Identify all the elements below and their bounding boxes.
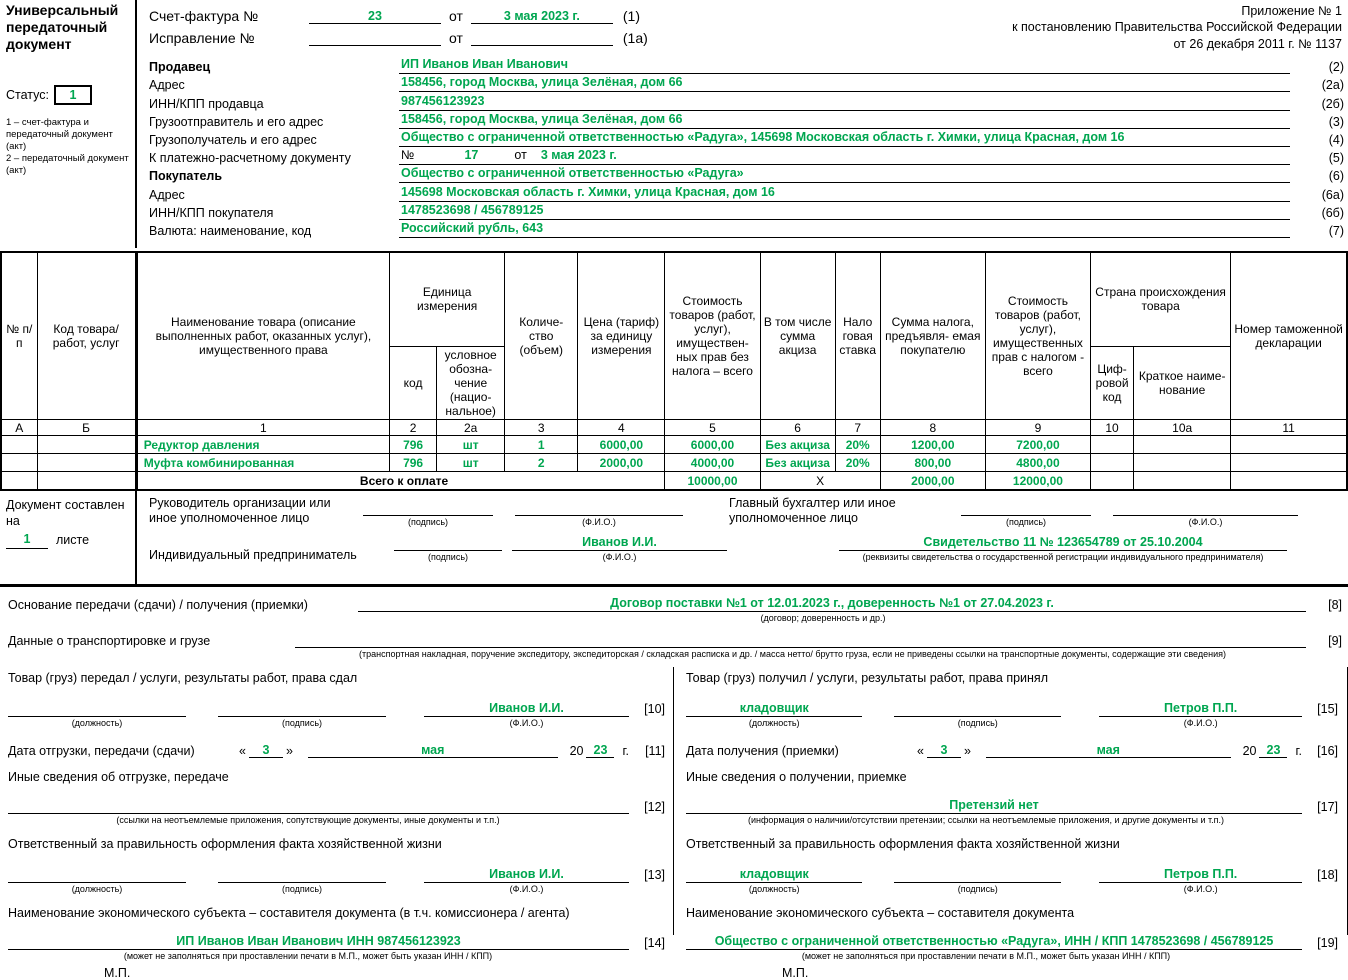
receiver-resp-position-caption: (должность) <box>748 883 800 894</box>
receiver-resp-position-field[interactable]: кладовщик <box>686 867 862 883</box>
letter-8: 8 <box>880 420 985 436</box>
col-header-country-code: Циф- ровой код <box>1091 346 1134 420</box>
header-column <box>137 0 1348 248</box>
shipment-day-field[interactable]: 3 <box>249 743 283 758</box>
receiver-entity-code: [19] <box>1317 935 1338 950</box>
col-header-cost-no-tax: Стоимость товаров (работ, услуг), имуществен- ных прав без налога – всего <box>665 252 760 420</box>
total-customs-cell <box>1231 472 1347 490</box>
receiver-signature-row <box>686 701 1342 728</box>
entrepreneur-sign-cell <box>394 535 502 562</box>
shipper-sign-field[interactable] <box>218 701 386 717</box>
col-header-name: Наименование товара (описание выполненных работ, оказанных услуг), имущественного права <box>136 252 389 420</box>
basis-row <box>0 596 1348 612</box>
buyer-address-field[interactable]: 145698 Московская область г. Химки, улица Красная, дом 16 <box>399 185 1290 202</box>
signature-section <box>0 491 1348 587</box>
receiving-other-field[interactable]: Претензий нет <box>686 798 1302 814</box>
row2-country-name-cell <box>1134 454 1231 472</box>
row2-excise-cell[interactable]: Без акциза <box>760 454 835 472</box>
row1-tax-rate-cell[interactable]: 20% <box>835 436 880 454</box>
total-country-code-cell <box>1091 472 1134 490</box>
seller-inn-label: ИНН/КПП продавца <box>149 96 264 111</box>
entrepreneur-sign-field[interactable] <box>394 535 502 551</box>
col-header-cost-with-tax: Стоимость товаров (работ, услуг), имущественных прав с налогом - всего <box>985 252 1090 420</box>
col-header-price: Цена (тариф) за единицу измерения <box>578 252 665 420</box>
year-suffix: г. <box>1295 743 1302 758</box>
accountant-sign-caption: (подпись) <box>1005 517 1047 528</box>
field-row-consignor <box>149 111 1348 129</box>
letter-9: 9 <box>985 420 1090 436</box>
receiver-entity-field[interactable]: Общество с ограниченной ответственностью «Радуга», ИНН / КПП 1478523698 / 456789125 <box>686 934 1302 950</box>
correction-row <box>149 24 769 46</box>
status-field[interactable]: 1 <box>54 85 92 105</box>
correction-code: (1а) <box>622 30 648 46</box>
head-fio-caption: (Ф.И.О.) <box>582 517 616 528</box>
transport-field[interactable] <box>295 632 1306 648</box>
receiver-position-cell <box>686 701 862 728</box>
head-label: Руководитель организации или иное уполномоченное лицо <box>149 495 331 526</box>
buyer-inn-field[interactable]: 1478523698 / 456789125 <box>399 203 1290 220</box>
shipper-resp-fio-cell <box>424 867 629 894</box>
shipper-entity-field[interactable]: ИП Иванов Иван Иванович ИНН 987456123923 <box>8 934 629 950</box>
receiving-other-label: Иные сведения о получении, приемке <box>686 769 907 784</box>
receiver-entity-caption: (может не заполняться при проставлении печати в М.П., может быть указан ИНН / КПП) <box>801 950 1171 961</box>
bottom-section <box>0 667 1348 980</box>
row1-unit-code-cell[interactable]: 796 <box>390 436 437 454</box>
correction-label: Исправление № <box>149 30 255 46</box>
payment-doc-number-field[interactable]: 17 <box>464 148 479 163</box>
document-title: Универсальный передаточный документ <box>6 2 119 53</box>
certificate-cell <box>839 535 1287 562</box>
buyer-address-code: (6а) <box>1321 187 1344 202</box>
letter-3: 3 <box>505 420 578 436</box>
receiver-position-field[interactable]: кладовщик <box>686 701 862 717</box>
invoice-label: Счет-фактура № <box>149 8 259 24</box>
quote-close: » <box>963 743 971 758</box>
transport-label: Данные о транспортировке и грузе <box>8 633 211 648</box>
receiving-other-code: [17] <box>1317 799 1338 814</box>
receiver-fio-caption: (Ф.И.О.) <box>1183 717 1218 728</box>
col-header-qty: Количе- ство (объем) <box>505 252 578 420</box>
entrepreneur-sign-caption: (подпись) <box>427 552 469 563</box>
buyer-field[interactable]: Общество с ограниченной ответственностью «Радуга» <box>399 166 1290 183</box>
receiver-sign-field[interactable] <box>894 701 1061 717</box>
correction-date-field[interactable] <box>471 45 613 46</box>
shipper-resp-label: Ответственный за правильность оформления факта хозяйственной жизни <box>8 836 442 851</box>
certificate-caption: (реквизиты свидетельства о государственной регистрации индивидуального предпринимателя) <box>862 552 1264 563</box>
receiver-fio-field[interactable]: Петров П.П. <box>1099 701 1302 717</box>
title-column <box>0 0 137 248</box>
field-row-seller-address <box>149 74 1348 92</box>
field-row-buyer <box>149 165 1348 183</box>
shipper-resp-code: [13] <box>644 867 665 882</box>
table-header-row <box>1 252 1347 346</box>
total-code-cell <box>37 472 136 490</box>
shipment-date-code: [11] <box>645 743 665 758</box>
year-suffix: г. <box>622 743 629 758</box>
row1-qty-cell[interactable]: 1 <box>505 436 578 454</box>
col-header-country-name: Краткое наиме- нование <box>1134 346 1231 420</box>
quote-open: « <box>917 743 924 758</box>
seller-inn-code: (2б) <box>1321 96 1344 111</box>
invoice-ot-label: от <box>449 8 463 24</box>
table-row <box>1 454 1347 472</box>
col-header-tax-rate: Нало говая ставка <box>835 252 880 420</box>
row1-unit-symbol-cell[interactable]: шт <box>437 436 505 454</box>
row1-cost-with-tax-cell[interactable]: 7200,00 <box>985 436 1090 454</box>
letter-7: 7 <box>835 420 880 436</box>
total-country-name-cell <box>1134 472 1231 490</box>
shipper-entity-label: Наименование экономического субъекта – составителя документа (в т.ч. комиссионера / агента) <box>8 905 570 920</box>
seller-address-code: (2а) <box>1321 78 1344 93</box>
row1-excise-cell[interactable]: Без акциза <box>760 436 835 454</box>
receiver-title: Товар (груз) получил / услуги, результаты работ, права принял <box>686 670 1048 685</box>
shipper-position-field[interactable] <box>8 701 186 717</box>
shipper-resp-fio-field[interactable]: Иванов И.И. <box>424 867 629 883</box>
buyer-label: Покупатель <box>149 169 223 184</box>
row2-country-code-cell <box>1091 454 1134 472</box>
shipment-other-field[interactable] <box>8 798 629 814</box>
receiver-resp-sign-caption: (подпись) <box>957 883 998 894</box>
head-fio-field[interactable] <box>515 500 683 516</box>
basis-field[interactable]: Договор поставки №1 от 12.01.2023 г., доверенность №1 от 27.04.2023 г. <box>358 596 1306 612</box>
receiving-date-code: [16] <box>1317 743 1338 758</box>
buyer-code: (6) <box>1328 169 1344 184</box>
top-section <box>0 0 1348 248</box>
receiver-resp-position-cell <box>686 867 862 894</box>
invoice-date-field[interactable]: 3 мая 2023 г. <box>471 9 613 24</box>
head-sign-cell <box>363 500 493 527</box>
receiver-resp-label: Ответственный за правильность оформления факта хозяйственной жизни <box>686 836 1120 851</box>
shipper-column <box>0 667 673 980</box>
appendix-note <box>1012 3 1342 52</box>
row2-cost-with-tax-cell[interactable]: 4800,00 <box>985 454 1090 472</box>
field-row-buyer-inn <box>149 202 1348 220</box>
receiver-resp-sign-field[interactable] <box>894 867 1061 883</box>
shipper-fio-cell <box>424 701 629 728</box>
sheet-count-label: Документ составлен на <box>6 497 125 529</box>
appendix-line-1: Приложение № 1 <box>1241 4 1342 18</box>
receiver-stamp-label: М.П. <box>782 965 809 980</box>
col-header-customs: Номер таможенной декларации <box>1231 252 1347 420</box>
table-total-row <box>1 472 1347 490</box>
receiver-sign-cell <box>894 701 1061 728</box>
receiver-resp-fio-cell <box>1099 867 1302 894</box>
col-header-unit-group: Единица измерения <box>390 252 505 346</box>
buyer-inn-label: ИНН/КПП покупателя <box>149 205 274 220</box>
shipper-entity-caption: (может не заполняться при проставлении печати в М.П., может быть указан ИНН / КПП) <box>123 950 493 961</box>
shipment-other-caption: (ссылки на неотъемлемые приложения, сопутствующие документы, иные документы и т.п.) <box>116 814 500 825</box>
shipper-resp-position-caption: (должность) <box>71 883 123 894</box>
shipper-resp-sign-cell <box>218 867 386 894</box>
header-fields <box>149 56 1348 238</box>
year-prefix: 20 <box>1242 743 1257 758</box>
entrepreneur-fio-caption: (Ф.И.О.) <box>602 552 637 563</box>
receiver-entity-row <box>686 934 1342 950</box>
consignor-code: (3) <box>1328 114 1344 129</box>
receiving-year-field[interactable]: 23 <box>1259 743 1287 758</box>
field-row-seller-inn <box>149 92 1348 110</box>
invoice-number-field[interactable]: 23 <box>309 9 441 24</box>
receiving-month-field[interactable]: мая <box>986 743 1231 758</box>
receiver-resp-fio-field[interactable]: Петров П.П. <box>1099 867 1302 883</box>
currency-code: (7) <box>1328 223 1344 238</box>
row2-unit-symbol-cell[interactable]: шт <box>437 454 505 472</box>
field-row-payment-doc <box>149 147 1348 165</box>
seller-inn-field[interactable]: 987456123923 <box>399 94 1290 111</box>
entrepreneur-label: Индивидуальный предприниматель <box>149 548 357 563</box>
currency-field[interactable]: Российский рубль, 643 <box>399 221 1290 238</box>
shipper-sign-caption: (подпись) <box>281 717 323 728</box>
row1-tax-amount-cell[interactable]: 1200,00 <box>880 436 985 454</box>
seller-label: Продавец <box>149 60 211 75</box>
shipper-resp-signature-row <box>8 867 669 894</box>
row2-name-cell[interactable]: Муфта комбинированная <box>136 454 389 472</box>
field-row-seller <box>149 56 1348 74</box>
row1-country-code-cell <box>1091 436 1134 454</box>
basis-code: [8] <box>1328 597 1342 612</box>
payment-doc-label: К платежно-расчетному документу <box>149 151 351 166</box>
shipper-fio-field[interactable]: Иванов И.И. <box>424 701 629 717</box>
total-tax-amount-cell[interactable]: 2000,00 <box>880 472 985 490</box>
seller-address-field[interactable]: 158456, город Москва, улица Зелёная, дом 66 <box>399 75 1290 92</box>
row2-code-cell <box>37 454 136 472</box>
row2-cost-no-tax-cell[interactable]: 4000,00 <box>665 454 760 472</box>
row1-customs-cell <box>1231 436 1347 454</box>
shipment-year-field[interactable]: 23 <box>586 743 614 758</box>
sheet-count-suffix: листе <box>56 533 90 548</box>
receiver-resp-signature-row <box>686 867 1342 894</box>
payment-doc-no-sign: № <box>401 148 415 163</box>
basis-caption: (договор; доверенность и др.) <box>760 612 886 623</box>
col-header-unit-symbol: условное обозна- чение (нацио- нальное) <box>437 346 505 420</box>
head-accountant-row <box>149 496 1338 527</box>
field-row-consignee <box>149 129 1348 147</box>
letter-5: 5 <box>665 420 760 436</box>
row2-num-cell <box>1 454 37 472</box>
seller-address-label: Адрес <box>149 78 185 93</box>
invoice-code: (1) <box>622 8 641 24</box>
head-sign-field[interactable] <box>363 500 493 516</box>
letter-2a: 2а <box>437 420 505 436</box>
letter-a: А <box>1 420 37 436</box>
col-header-num: № п/п <box>1 252 37 420</box>
status-note-1: 1 – счет-фактура и передаточный документ (акт) <box>6 117 113 152</box>
status-notes <box>6 117 131 176</box>
shipment-date-label: Дата отгрузки, передачи (сдачи) <box>8 743 195 758</box>
buyer-address-label: Адрес <box>149 187 185 202</box>
shipment-other-row <box>8 798 669 814</box>
entrepreneur-row <box>149 535 1338 562</box>
seller-field[interactable]: ИП Иванов Иван Иванович <box>399 57 1290 74</box>
shipper-resp-sign-caption: (подпись) <box>281 883 323 894</box>
payment-doc-code: (5) <box>1328 151 1344 166</box>
receiving-date-row <box>686 743 1342 758</box>
shipper-resp-fio-caption: (Ф.И.О.) <box>509 883 544 894</box>
status-note-2: 2 – передаточный документ (акт) <box>6 152 129 176</box>
currency-label: Валюта: наименование, код <box>149 223 312 238</box>
row2-unit-code-cell[interactable]: 796 <box>390 454 437 472</box>
shipment-date-row <box>8 743 669 758</box>
shipper-resp-position-cell <box>8 867 186 894</box>
transport-caption: (транспортная накладная, поручение экспедитору, экспедиторская / складская расписка и др. / масса нетто/ брутто груза, если не приведены ссылки на транспортные документы, содержащие эти сведения) <box>359 648 1226 659</box>
seller-code: (2) <box>1328 60 1344 75</box>
row2-price-cell[interactable]: 2000,00 <box>578 454 665 472</box>
consignor-field[interactable]: 158456, город Москва, улица Зелёная, дом 66 <box>399 112 1290 129</box>
total-label-cell: Всего к оплате <box>136 472 665 490</box>
head-fio-cell <box>515 500 683 527</box>
payment-doc-field[interactable] <box>399 148 1290 165</box>
letter-10: 10 <box>1091 420 1134 436</box>
col-header-excise: В том числе сумма акциза <box>760 252 835 420</box>
col-header-unit-code: код <box>390 346 437 420</box>
correction-number-field[interactable] <box>309 45 441 46</box>
accountant-label: Главный бухгалтер или иное уполномоченное лицо <box>729 495 896 526</box>
letter-6: 6 <box>760 420 835 436</box>
letter-2: 2 <box>390 420 437 436</box>
row1-price-cell[interactable]: 6000,00 <box>578 436 665 454</box>
shipper-position-cell <box>8 701 186 728</box>
shipper-stamp-label: М.П. <box>104 965 131 980</box>
row1-cost-no-tax-cell[interactable]: 6000,00 <box>665 436 760 454</box>
receiver-resp-sign-cell <box>894 867 1061 894</box>
transport-row <box>0 632 1348 648</box>
letter-10a: 10а <box>1134 420 1231 436</box>
row2-customs-cell <box>1231 454 1347 472</box>
consignee-label: Грузополучатель и его адрес <box>149 132 317 147</box>
receiver-signature-code: [15] <box>1317 701 1338 716</box>
receiver-position-caption: (должность) <box>748 717 800 728</box>
goods-table <box>0 251 1348 491</box>
receiver-fio-cell <box>1099 701 1302 728</box>
sheet-count-field[interactable]: 1 <box>6 531 48 548</box>
shipper-title: Товар (груз) передал / услуги, результаты работ, права сдал <box>8 670 358 685</box>
receiving-other-caption: (информация о наличии/отсутствии претензии; ссылки на неотъемлемые приложения, и другие документы и т.п.) <box>747 814 1225 825</box>
total-num-cell <box>1 472 37 490</box>
shipper-entity-code: [14] <box>644 935 665 950</box>
consignee-field[interactable]: Общество с ограниченной ответственностью «Радуга», 145698 Московская область г. Химки, улица Красная, дом 16 <box>399 130 1290 147</box>
status-row <box>6 85 131 105</box>
table-row <box>1 436 1347 454</box>
receiver-resp-code: [18] <box>1317 867 1338 882</box>
basis-label: Основание передачи (сдачи) / получения (приемки) <box>8 597 308 612</box>
shipment-month-field[interactable]: мая <box>308 743 558 758</box>
consignee-code: (4) <box>1328 132 1344 147</box>
total-cost-no-tax-cell[interactable]: 10000,00 <box>665 472 760 490</box>
entrepreneur-fio-field[interactable]: Иванов И.И. <box>512 535 727 551</box>
quote-open: « <box>239 743 246 758</box>
shipper-position-caption: (должность) <box>71 717 123 728</box>
certificate-field[interactable]: Свидетельство 11 № 123654789 от 25.10.2004 <box>839 535 1287 551</box>
letter-b: Б <box>37 420 136 436</box>
shipper-signature-row <box>8 701 669 728</box>
accountant-fio-caption: (Ф.И.О.) <box>1188 517 1223 528</box>
row1-num-cell <box>1 436 37 454</box>
row2-tax-amount-cell[interactable]: 800,00 <box>880 454 985 472</box>
receiver-column <box>673 667 1346 980</box>
shipper-resp-sign-field[interactable] <box>218 867 386 883</box>
sheet-count-row <box>6 531 131 548</box>
field-row-currency <box>149 220 1348 238</box>
year-prefix: 20 <box>569 743 584 758</box>
row2-qty-cell[interactable]: 2 <box>505 454 578 472</box>
shipper-resp-position-field[interactable] <box>8 867 186 883</box>
letter-1: 1 <box>136 420 389 436</box>
head-sign-caption: (подпись) <box>407 517 449 528</box>
row1-country-name-cell <box>1134 436 1231 454</box>
shipment-other-code: [12] <box>644 799 665 814</box>
signature-main <box>137 491 1348 584</box>
transport-code: [9] <box>1328 633 1342 648</box>
receiver-sign-caption: (подпись) <box>957 717 998 728</box>
col-header-tax-amount: Сумма налога, предъявля- емая покупателю <box>880 252 985 420</box>
shipper-sign-cell <box>218 701 386 728</box>
row1-name-cell[interactable]: Редуктор давления <box>136 436 389 454</box>
entrepreneur-fio-cell <box>512 535 727 562</box>
status-label: Статус: <box>6 88 49 103</box>
col-header-product-code: Код товара/ работ, услуг <box>37 252 136 420</box>
shipment-other-label: Иные сведения об отгрузке, передаче <box>8 769 229 784</box>
field-row-buyer-address <box>149 183 1348 201</box>
shipper-fio-caption: (Ф.И.О.) <box>509 717 544 728</box>
row1-code-cell <box>37 436 136 454</box>
accountant-fio-field[interactable] <box>1113 500 1298 516</box>
appendix-line-2: к постановлению Правительства Российской Федерации <box>1012 20 1342 35</box>
receiving-other-row <box>686 798 1342 814</box>
payment-doc-ot-label: от <box>514 148 527 163</box>
payment-doc-date-field[interactable]: 3 мая 2023 г. <box>540 148 617 163</box>
quote-close: » <box>285 743 293 758</box>
accountant-fio-cell <box>1113 500 1298 527</box>
sheet-count-block <box>0 491 137 584</box>
column-letters-row <box>1 420 1347 436</box>
receiver-resp-fio-caption: (Ф.И.О.) <box>1183 883 1218 894</box>
total-x-cell: X <box>760 472 880 490</box>
receiver-entity-label: Наименование экономического субъекта – составителя документа <box>686 905 1075 920</box>
consignor-label: Грузоотправитель и его адрес <box>149 114 324 129</box>
row2-tax-rate-cell[interactable]: 20% <box>835 454 880 472</box>
invoice-number-row <box>149 2 769 24</box>
accountant-sign-field[interactable] <box>961 500 1091 516</box>
shipper-signature-code: [10] <box>644 701 665 716</box>
buyer-inn-code: (6б) <box>1321 205 1344 220</box>
total-cost-with-tax-cell[interactable]: 12000,00 <box>985 472 1090 490</box>
accountant-sign-cell <box>961 500 1091 527</box>
receiving-day-field[interactable]: 3 <box>927 743 961 758</box>
letter-4: 4 <box>578 420 665 436</box>
col-header-country-group: Страна происхождения товара <box>1091 252 1231 346</box>
receiving-date-label: Дата получения (приемки) <box>686 743 839 758</box>
correction-ot-label: от <box>449 30 463 46</box>
letter-11: 11 <box>1231 420 1347 436</box>
shipper-entity-row <box>8 934 669 950</box>
appendix-line-3: от 26 декабря 2011 г. № 1137 <box>1173 36 1342 51</box>
